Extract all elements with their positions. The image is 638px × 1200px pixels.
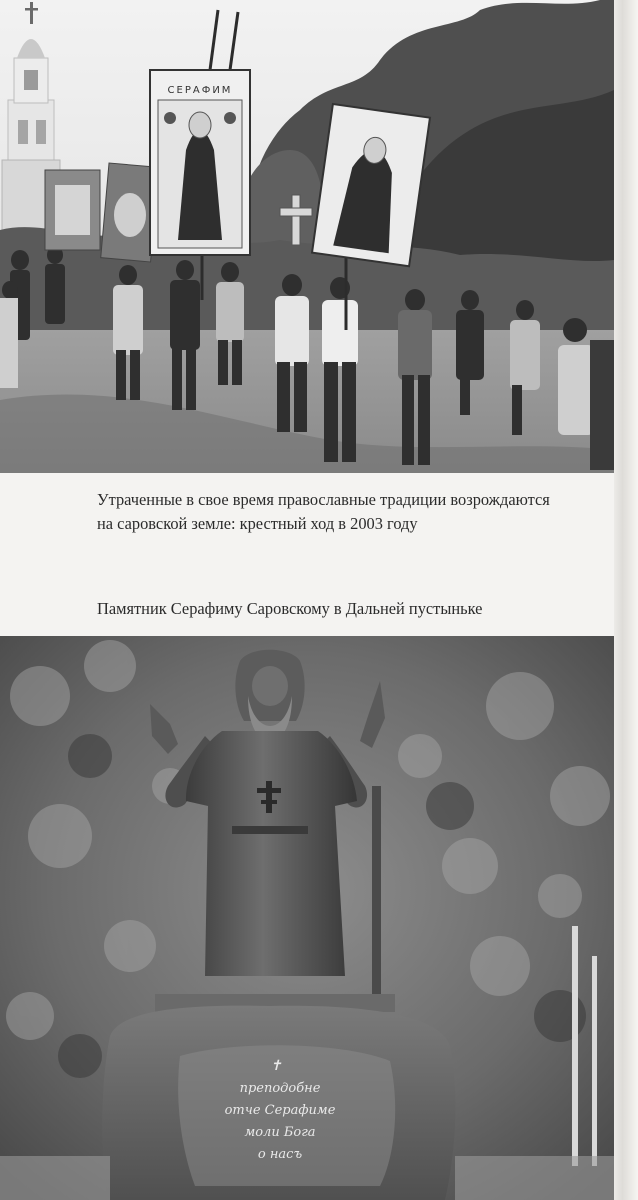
serafim-banner — [150, 70, 250, 255]
procession-caption — [97, 488, 607, 536]
monument-caption: Памятник Серафиму Саровскому в Дальней пустыньке — [97, 599, 483, 618]
book-page-edge — [614, 0, 638, 1200]
inscription-line-1: преподобне — [239, 1081, 321, 1096]
banner-inscription: СЕРАФИМ — [167, 85, 233, 96]
procession-caption-line-1: Утраченные в свое время православные традиции возрождаются — [97, 490, 550, 509]
inscription-line-4: о насъ — [257, 1147, 303, 1162]
icon-banner — [312, 104, 430, 266]
procession-photo — [0, 0, 614, 473]
monument-photo — [0, 636, 614, 1200]
procession-caption-line-2: на саровской земле: крестный ход в 2003 году — [97, 514, 418, 533]
inscription-line-2: отче Серафиме — [224, 1103, 336, 1118]
svg-text:✝: ✝ — [270, 1058, 282, 1074]
inscription-line-3: моли Бога — [244, 1125, 316, 1140]
